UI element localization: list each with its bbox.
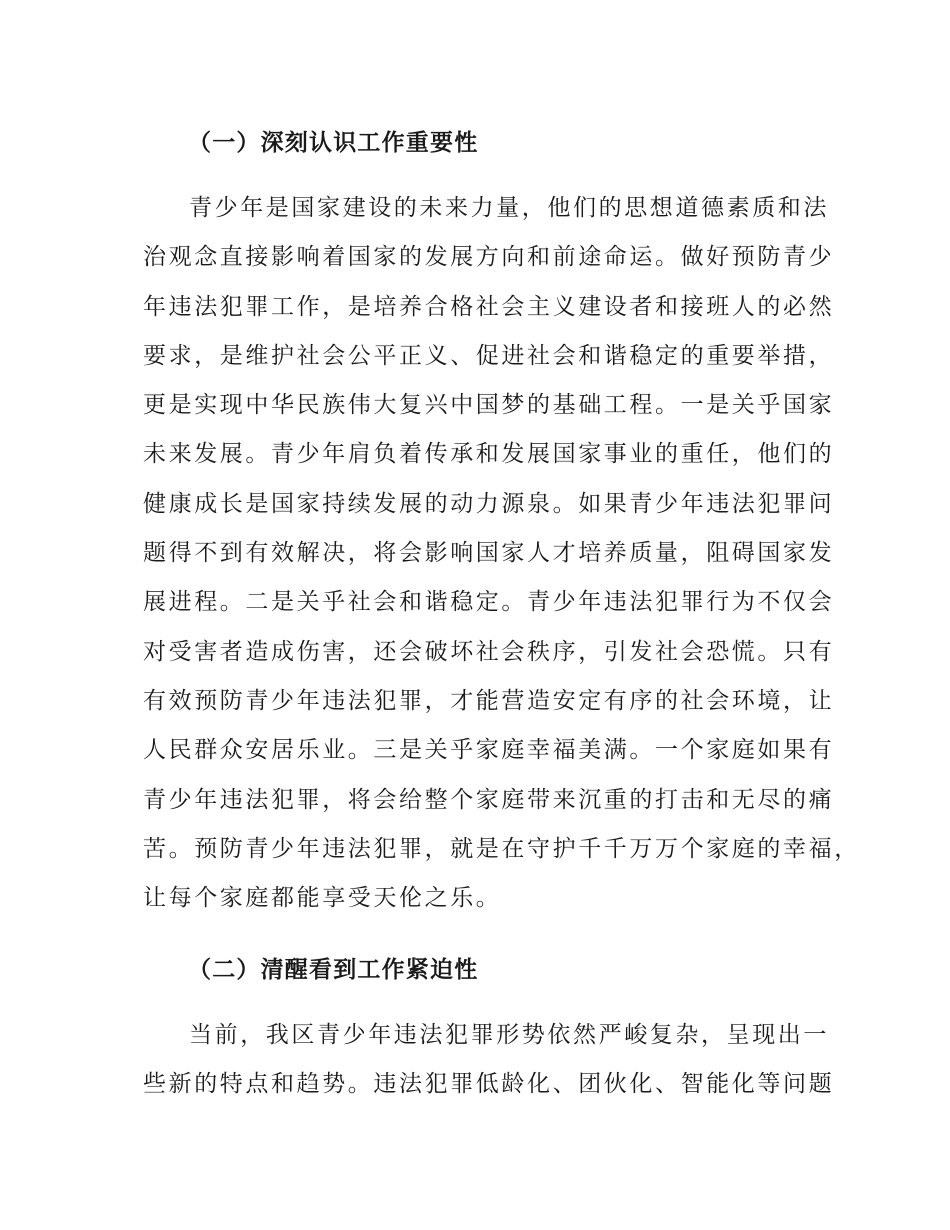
paragraph-line: 题得不到有效解决，将会影响国家人才培养质量，阻碍国家发	[143, 540, 835, 567]
paragraph-line: 年违法犯罪工作，是培养合格社会主义建设者和接班人的必然	[143, 293, 835, 320]
paragraph-line: 青少年是国家建设的未来力量，他们的思想道德素质和法	[189, 195, 829, 221]
paragraph-line: 未来发展。青少年肩负着传承和发展国家事业的重任，他们的	[143, 441, 835, 468]
paragraph-line: 人民群众安居乐业。三是关乎家庭幸福美满。一个家庭如果有	[143, 737, 835, 764]
paragraph-line: 当前，我区青少年违法犯罪形势依然严峻复杂，呈现出一	[189, 1022, 829, 1048]
paragraph-line: 些新的特点和趋势。违法犯罪低龄化、团伙化、智能化等问题	[143, 1071, 835, 1098]
section-2-paragraph	[143, 1011, 835, 1110]
paragraph-line: 对受害者造成伤害，还会破坏社会秩序，引发社会恐慌。只有	[143, 638, 835, 665]
section-1-paragraph	[143, 184, 860, 923]
paragraph-line: 展进程。二是关乎社会和谐稳定。青少年违法犯罪行为不仅会	[143, 589, 835, 616]
paragraph-line: 健康成长是国家持续发展的动力源泉。如果青少年违法犯罪问	[143, 490, 835, 517]
paragraph-line: 让每个家庭都能享受天伦之乐。	[143, 885, 502, 912]
paragraph-line: 青少年违法犯罪，将会给整个家庭带来沉重的打击和无尽的痛	[143, 786, 835, 813]
paragraph-line: 要求，是维护社会公平正义、促进社会和谐稳定的重要举措，	[143, 342, 835, 369]
paragraph-line: 治观念直接影响着国家的发展方向和前途命运。做好预防青少	[143, 244, 835, 271]
section-heading-2: （二）清醒看到工作紧迫性	[188, 957, 479, 983]
paragraph-line: 更是实现中华民族伟大复兴中国梦的基础工程。一是关乎国家	[143, 392, 835, 419]
section-heading-1: （一）深刻认识工作重要性	[188, 130, 479, 156]
paragraph-line: 苦。预防青少年违法犯罪，就是在守护千千万万个家庭的幸福，	[143, 835, 860, 862]
paragraph-line: 有效预防青少年违法犯罪，才能营造安定有序的社会环境，让	[143, 687, 835, 714]
